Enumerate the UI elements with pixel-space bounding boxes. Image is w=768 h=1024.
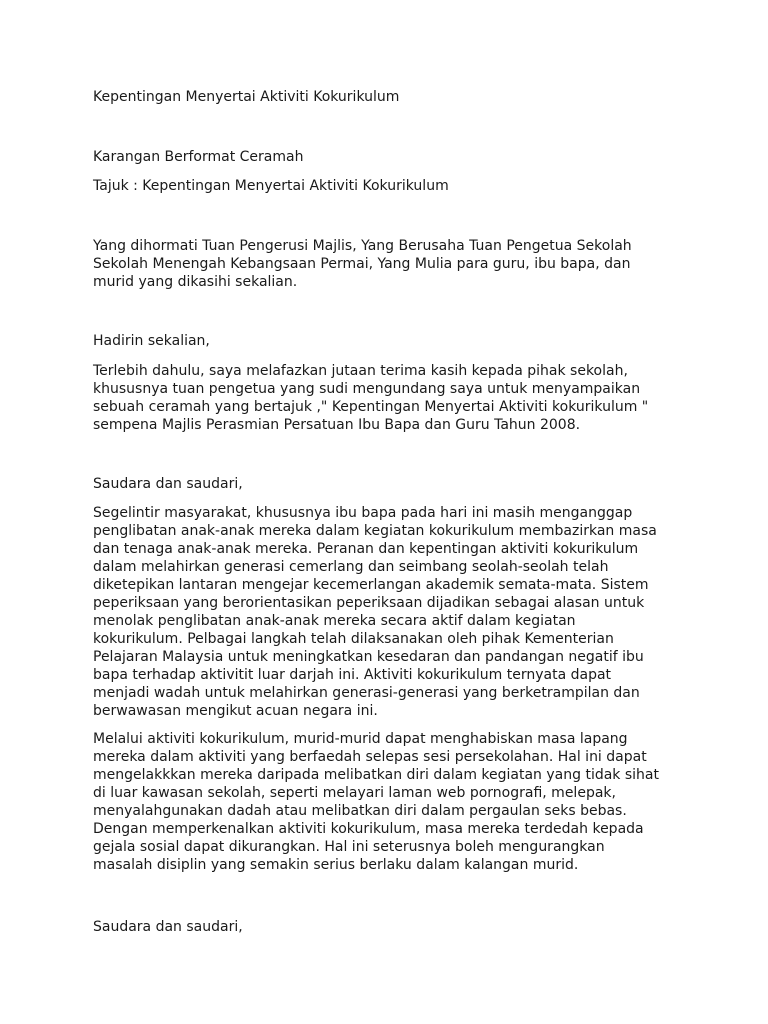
paragraph-line: Melalui aktiviti kokurikulum, murid-murid dapat menghabiskan masa lapang xyxy=(93,731,628,747)
greeting-line: Yang dihormati Tuan Pengerusi Majlis, Yang Berusaha Tuan Pengetua Sekolah xyxy=(93,238,632,254)
address-hadirin: Hadirin sekalian, xyxy=(93,333,210,349)
paragraph-line: sempena Majlis Perasmian Persatuan Ibu Bapa dan Guru Tahun 2008. xyxy=(93,417,581,433)
greeting-line: Sekolah Menengah Kebangsaan Permai, Yang Mulia para guru, ibu bapa, dan xyxy=(93,256,631,272)
paragraph-line: diketepikan lantaran mengejar kecemerlangan akademik semata-mata. Sistem xyxy=(93,577,649,593)
paragraph-line: gejala sosial dapat dikurangkan. Hal ini seterusnya boleh mengurangkan xyxy=(93,839,605,855)
paragraph-line: masalah disiplin yang semakin serius berlaku dalam kalangan murid. xyxy=(93,857,579,873)
paragraph-line: Segelintir masyarakat, khususnya ibu bapa pada hari ini masih menganggap xyxy=(93,505,633,521)
paragraph-1 xyxy=(93,362,648,434)
paragraph-line: penglibatan anak-anak mereka dalam kegiatan kokurikulum membazirkan masa xyxy=(93,523,657,539)
paragraph-line: mengelakkkan mereka daripada melibatkan diri dalam kegiatan yang tidak sihat xyxy=(93,767,659,783)
paragraph-line: berwawasan mengikut acuan negara ini. xyxy=(93,703,378,719)
address-saudara-2: Saudara dan saudari, xyxy=(93,919,243,935)
paragraph-2 xyxy=(93,504,657,720)
paragraph-line: Pelajaran Malaysia untuk meningkatkan kesedaran dan pandangan negatif ibu xyxy=(93,649,644,665)
paragraph-line: Terlebih dahulu, saya melafazkan jutaan terima kasih kepada pihak sekolah, xyxy=(93,363,628,379)
paragraph-line: sebuah ceramah yang bertajuk ," Kepentingan Menyertai Aktiviti kokurikulum " xyxy=(93,399,649,415)
document-tajuk: Tajuk : Kepentingan Menyertai Aktiviti Kokurikulum xyxy=(93,178,449,194)
paragraph-line: di luar kawasan sekolah, seperti melayari laman web pornografi, melepak, xyxy=(93,785,616,801)
paragraph-line: kokurikulum. Pelbagai langkah telah dilaksanakan oleh pihak Kementerian xyxy=(93,631,614,647)
document-format: Karangan Berformat Ceramah xyxy=(93,149,304,165)
paragraph-line: dalam melahirkan generasi cemerlang dan seimbang seolah-seolah telah xyxy=(93,559,609,575)
greeting-paragraph xyxy=(93,237,632,291)
paragraph-line: Dengan memperkenalkan aktiviti kokurikulum, masa mereka terdedah kepada xyxy=(93,821,644,837)
paragraph-line: mereka dalam aktiviti yang berfaedah selepas sesi persekolahan. Hal ini dapat xyxy=(93,749,647,765)
paragraph-line: peperiksaan yang berorientasikan peperiksaan dijadikan sebagai alasan untuk xyxy=(93,595,645,611)
paragraph-line: menyalahgunakan dadah atau melibatkan diri dalam pergaulan seks bebas. xyxy=(93,803,627,819)
paragraph-line: menjadi wadah untuk melahirkan generasi-generasi yang berketrampilan dan xyxy=(93,685,640,701)
paragraph-line: bapa terhadap aktivitit luar darjah ini. Aktiviti kokurikulum ternyata dapat xyxy=(93,667,612,683)
document-title: Kepentingan Menyertai Aktiviti Kokurikulum xyxy=(93,89,400,105)
paragraph-line: khususnya tuan pengetua yang sudi mengundang saya untuk menyampaikan xyxy=(93,381,641,397)
greeting-line: murid yang dikasihi sekalian. xyxy=(93,274,298,290)
paragraph-line: menolak penglibatan anak-anak mereka secara aktif dalam kegiatan xyxy=(93,613,576,629)
paragraph-3 xyxy=(93,730,659,874)
address-saudara-1: Saudara dan saudari, xyxy=(93,476,243,492)
paragraph-line: dan tenaga anak-anak mereka. Peranan dan kepentingan aktiviti kokurikulum xyxy=(93,541,639,557)
